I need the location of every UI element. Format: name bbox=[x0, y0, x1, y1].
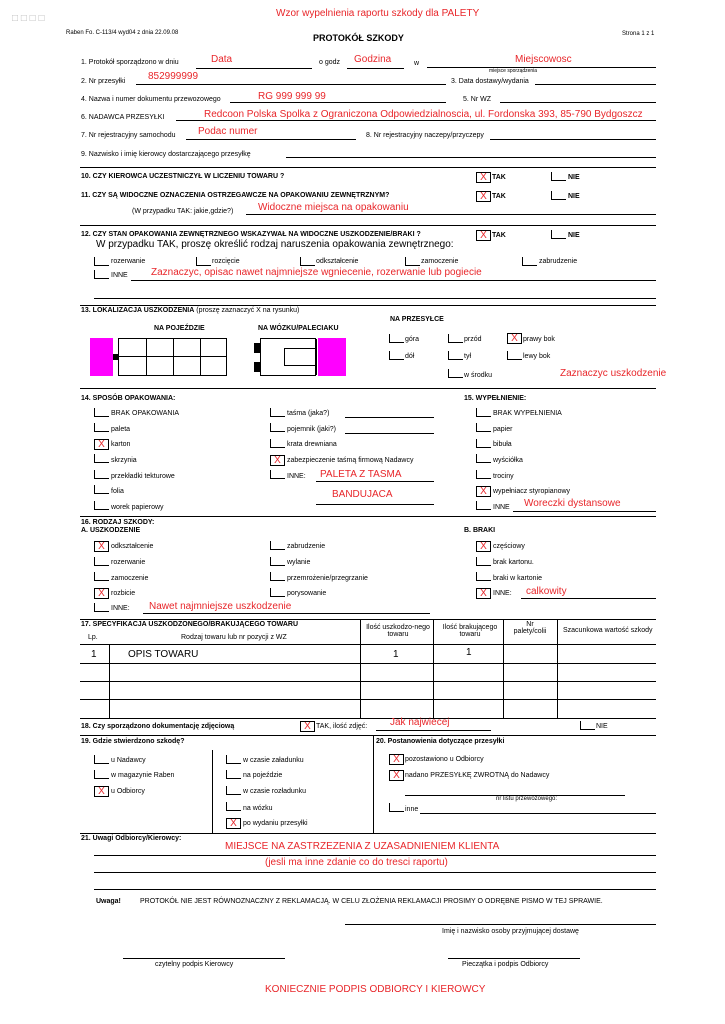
q15-wysciolka-checkbox[interactable] bbox=[476, 454, 491, 463]
q14-pojemnik-checkbox[interactable] bbox=[270, 423, 285, 432]
q17-h-lp: Lp. bbox=[88, 634, 98, 641]
q13-dol-label: dół bbox=[405, 353, 415, 360]
q17-row-lp[interactable]: 1 bbox=[91, 649, 97, 660]
field-5-label: 5. Nr WZ bbox=[463, 96, 491, 103]
q19-r-3: na wózku bbox=[243, 805, 273, 812]
page-number: Strona 1 z 1 bbox=[622, 31, 655, 37]
q16-b-0: częściowy bbox=[493, 543, 525, 550]
q18-nie-label: NIE bbox=[596, 723, 608, 730]
q15-trociny-checkbox[interactable] bbox=[476, 470, 491, 479]
q10-tak-checkbox[interactable]: X bbox=[476, 172, 491, 183]
q15-o-3: wyściółka bbox=[493, 457, 523, 464]
field-2-label: 2. Nr przesyłki bbox=[81, 78, 126, 85]
q13-col-vehicle: NA POJEŹDZIE bbox=[154, 325, 205, 332]
q12-odksztalcenie-checkbox[interactable] bbox=[300, 257, 315, 266]
q20-hint: nr listu przewozowego: bbox=[496, 796, 558, 802]
q16-a-4: INNE: bbox=[111, 605, 130, 612]
q13-col-forklift: NA WÓZKU/PALECIAKU bbox=[258, 325, 339, 332]
q11-tak-label: TAK bbox=[492, 193, 506, 200]
q16-a-answer[interactable]: Nawet najmniejsze uszkodzenie bbox=[149, 601, 292, 612]
q15-o-5: wypełniacz styropianowy bbox=[493, 488, 571, 495]
template-title: Wzor wypelnienia raportu szkody dla PALETY bbox=[276, 8, 480, 19]
q14-inne-checkbox[interactable] bbox=[270, 470, 285, 479]
q16-a-1: rozerwanie bbox=[111, 559, 146, 566]
q12-rozciecie-label: rozcięcie bbox=[212, 258, 240, 265]
q19-magazyn-checkbox[interactable] bbox=[94, 770, 109, 779]
q14-l-3: skrzynia bbox=[111, 457, 137, 464]
q20-o-0: pozostawiono u Odbiorcy bbox=[405, 756, 484, 763]
q16-braki-w-kartonie-checkbox[interactable] bbox=[476, 572, 491, 581]
q10-label: 10. CZY KIEROWCA UCZESTNICZYŁ W LICZENIU TOWARU ? bbox=[81, 173, 285, 180]
field-1-date[interactable]: Data bbox=[211, 54, 233, 65]
field-1-time[interactable]: Godzina bbox=[354, 54, 392, 65]
q15-label: 15. WYPEŁNIENIE: bbox=[464, 395, 527, 402]
q14-label: 14. SPOSÓB OPAKOWANIA: bbox=[81, 395, 176, 402]
q16-b-3: INNE: bbox=[493, 590, 512, 597]
q20-o-1: nadano PRZESYŁKĘ ZWROTNĄ do Nadawcy bbox=[405, 772, 550, 779]
q14-answer-2[interactable]: BANDUJACA bbox=[332, 489, 393, 500]
q20-pozostawiono-checkbox[interactable]: X bbox=[389, 754, 404, 765]
q15-answer[interactable]: Woreczki dystansowe bbox=[524, 498, 621, 509]
q12-answer[interactable]: Zaznaczyc, opisac nawet najmniejsze wgniecenie, rozerwanie lub pogiecie bbox=[151, 267, 482, 278]
field-1-godz-label: o godz bbox=[319, 59, 341, 66]
q19-rozladunek-checkbox[interactable] bbox=[226, 786, 241, 795]
q14-brak-checkbox[interactable] bbox=[94, 408, 109, 417]
q19-r-0: w czasie załadunku bbox=[243, 757, 304, 764]
field-6-value[interactable]: Redcoon Polska Spolka z Ograniczona Odpowiedzialnoscia, ul. Fordonska 393, 85-790 Bydgoszcz bbox=[204, 109, 643, 120]
q15-bibula-checkbox[interactable] bbox=[476, 439, 491, 448]
q19-l-1: w magazynie Raben bbox=[111, 772, 175, 779]
field-9-label: 9. Nazwisko i imię kierowcy dostarczającego przesyłkę bbox=[81, 151, 251, 158]
q13-tyl-label: tył bbox=[464, 353, 471, 360]
footer-uwaga: Uwaga! bbox=[96, 898, 121, 905]
q13-przod-checkbox[interactable] bbox=[448, 334, 463, 343]
q14-zabezpieczenie-checkbox[interactable]: X bbox=[270, 455, 285, 466]
q20-o-2: inne bbox=[405, 806, 419, 813]
q14-l-2: karton bbox=[111, 441, 131, 448]
q14-skrzynia-checkbox[interactable] bbox=[94, 454, 109, 463]
q13-w-srodku-label: w środku bbox=[464, 372, 493, 379]
q16-a-3: rozbicie bbox=[111, 590, 136, 597]
q12-zamoczenie-label: zamoczenie bbox=[421, 258, 459, 265]
q10-tak-label: TAK bbox=[492, 174, 506, 181]
q13-przod-label: przód bbox=[464, 336, 482, 343]
q11-tak-checkbox[interactable]: X bbox=[476, 191, 491, 202]
final-note: KONIECZNIE PODPIS ODBIORCY I KIEROWCY bbox=[265, 984, 486, 995]
q12-inne-label: INNE bbox=[111, 272, 128, 279]
q21-line-2[interactable]: (jesli ma inne zdanie co do tresci raportu) bbox=[265, 857, 448, 868]
q14-l-6: worek papierowy bbox=[111, 504, 164, 511]
q14-r-2: krata drewniana bbox=[287, 441, 337, 448]
q13-prawy-bok-checkbox[interactable]: X bbox=[507, 333, 522, 344]
q16-zamoczenie-checkbox[interactable] bbox=[94, 572, 109, 581]
q13-label: 13. LOKALIZACJA USZKODZENIA (proszę zaznaczyć X na rysunku) bbox=[81, 307, 300, 314]
q16-odksztalcenie-checkbox[interactable]: X bbox=[94, 541, 109, 552]
q12-rozciecie-checkbox[interactable] bbox=[196, 257, 211, 266]
q16-a2-1: wylanie bbox=[287, 559, 311, 566]
form-code: Raben Fo. C-113/4 wyd04 z dnia 22.09.08 bbox=[66, 30, 179, 36]
q11-answer[interactable]: Widoczne miejsca na opakowaniu bbox=[258, 202, 409, 213]
field-4-value[interactable]: RG 999 999 99 bbox=[258, 91, 326, 102]
field-6-label: 6. NADAWCA PRZESYŁKI bbox=[81, 114, 165, 121]
q17-h-val: Szacunkowa wartość szkody bbox=[563, 627, 653, 634]
q19-r-4: po wydaniu przesyłki bbox=[243, 820, 308, 827]
q15-papier-checkbox[interactable] bbox=[476, 423, 491, 432]
receiver-stamp-caption: Pieczątka i podpis Odbiorcy bbox=[462, 961, 549, 968]
q17-row-dmg[interactable]: 1 bbox=[393, 649, 399, 660]
q14-folia-checkbox[interactable] bbox=[94, 485, 109, 494]
q13-prawy-bok-label: prawy bok bbox=[523, 336, 555, 343]
q17-row-name[interactable]: OPIS TOWARU bbox=[128, 649, 199, 660]
q20-label: 20. Postanowienia dotyczące przesyłki bbox=[376, 738, 505, 745]
q14-l-0: BRAK OPAKOWANIA bbox=[111, 410, 180, 417]
q16-brak-kartonu-checkbox[interactable] bbox=[476, 557, 491, 566]
q13-dol-checkbox[interactable] bbox=[389, 351, 404, 360]
vehicle-diagram[interactable] bbox=[90, 338, 228, 376]
q16-b-2: braki w kartonie bbox=[493, 575, 543, 582]
q12-zabrudzenie-label: zabrudzenie bbox=[539, 258, 578, 265]
q15-o-4: trociny bbox=[493, 473, 514, 480]
q13-gora-label: góra bbox=[405, 336, 420, 343]
driver-signature-caption: czytelny podpis Kierowcy bbox=[155, 961, 234, 968]
receiver-name-caption: Imię i nazwisko osoby przyjmującej dostawę bbox=[442, 928, 579, 935]
q11-nie-label: NIE bbox=[568, 193, 580, 200]
q12-sub: W przypadku TAK, proszę określić rodzaj naruszenia opakowania zewnętrznego: bbox=[96, 239, 454, 250]
q19-pojazd-checkbox[interactable] bbox=[226, 770, 241, 779]
q12-odksztalcenie-label: odkształcenie bbox=[316, 258, 359, 265]
q20-inne-checkbox[interactable] bbox=[389, 803, 404, 812]
q13-col-shipment: NA PRZESYŁCE bbox=[390, 316, 444, 323]
q17-h-dmg: Ilość uszkodzo-nego towaru bbox=[366, 624, 430, 638]
q14-answer-1[interactable]: PALETA Z TASMA bbox=[320, 469, 402, 480]
q16-a-label: A. USZKODZENIE bbox=[81, 527, 141, 534]
q11-label: 11. CZY SĄ WIDOCZNE OZNACZENIA OSTRZEGAWCZE NA OPAKOWANIU ZEWNĘTRZNYM? bbox=[81, 192, 390, 199]
q16-b-1: brak kartonu. bbox=[493, 559, 534, 566]
q12-tak-label: TAK bbox=[492, 232, 506, 239]
q17-h-nr: Nr palety/colii bbox=[513, 621, 547, 635]
q16-czesciowy-checkbox[interactable]: X bbox=[476, 541, 491, 552]
q15-inne-checkbox[interactable] bbox=[476, 501, 491, 510]
q18-label: 18. Czy sporządzono dokumentację zdjęciową bbox=[81, 723, 235, 730]
q14-r-0: taśma (jaka?) bbox=[287, 410, 330, 417]
q10-nie-label: NIE bbox=[568, 174, 580, 181]
q12-rozerwanie-checkbox[interactable] bbox=[94, 257, 109, 266]
q15-o-1: papier bbox=[493, 426, 513, 433]
q13-tyl-checkbox[interactable] bbox=[448, 351, 463, 360]
field-1-label: 1. Protokół sporządzono w dniu bbox=[81, 59, 179, 66]
q17-h-miss: Ilość brakującego towaru bbox=[442, 624, 498, 638]
field-3-label: 3. Data dostawy/wydania bbox=[451, 78, 529, 85]
q17-row-miss[interactable]: 1 bbox=[466, 647, 472, 658]
q19-nadawca-checkbox[interactable] bbox=[94, 755, 109, 764]
q12-tak-checkbox[interactable]: X bbox=[476, 230, 491, 241]
q12-rozerwanie-label: rozerwanie bbox=[111, 258, 146, 265]
q14-l-1: paleta bbox=[111, 426, 131, 433]
q16-a-0: odkształcenie bbox=[111, 543, 154, 550]
q14-l-4: przekładki tekturowe bbox=[111, 473, 175, 480]
q20-zwrot-checkbox[interactable]: X bbox=[389, 770, 404, 781]
q19-wozek-checkbox[interactable] bbox=[226, 802, 241, 811]
q14-przekladki-checkbox[interactable] bbox=[94, 470, 109, 479]
q15-o-2: bibuła bbox=[493, 441, 512, 448]
q16-rozbicie-checkbox[interactable]: X bbox=[94, 588, 109, 599]
field-7-value[interactable]: Podac numer bbox=[198, 126, 258, 137]
q15-styropian-checkbox[interactable]: X bbox=[476, 486, 491, 497]
field-1-w-label: w bbox=[414, 60, 420, 67]
q14-worek-checkbox[interactable] bbox=[94, 501, 109, 510]
q19-zaladunek-checkbox[interactable] bbox=[226, 755, 241, 764]
q18-tak-label: TAK, ilość zdjęć: bbox=[316, 723, 368, 730]
q14-r-4: INNE: bbox=[287, 473, 306, 480]
q16-b-answer[interactable]: calkowity bbox=[526, 586, 567, 597]
field-1-place-hint: miejsce sporządzenia bbox=[489, 68, 538, 74]
q14-r-1: pojemnik (jaki?) bbox=[287, 426, 337, 433]
page-title: PROTOKÓŁ SZKODY bbox=[313, 33, 404, 43]
q15-o-0: BRAK WYPEŁNIENIA bbox=[493, 410, 562, 417]
q13-w-srodku-checkbox[interactable] bbox=[448, 369, 463, 378]
q18-answer[interactable]: Jak najwiecej bbox=[390, 717, 450, 728]
q16-rozerwanie-checkbox[interactable] bbox=[94, 557, 109, 566]
q19-odbiorca-checkbox[interactable]: X bbox=[94, 786, 109, 797]
q16-zabrudzenie-checkbox[interactable] bbox=[270, 541, 285, 550]
q16-a-2: zamoczenie bbox=[111, 575, 149, 582]
q14-tasma-checkbox[interactable] bbox=[270, 408, 285, 417]
q14-r-3: zabezpieczenie taśmą firmową Nadawcy bbox=[287, 457, 414, 464]
q12-zabrudzenie-checkbox[interactable] bbox=[522, 257, 537, 266]
q11-nie-checkbox[interactable] bbox=[551, 191, 566, 200]
q12-label: 12. CZY STAN OPAKOWANIA ZEWNĘTRZNEGO WSKAZYWAŁ NA WIDOCZNE USZKODZENIE/BRAKI ? bbox=[81, 231, 421, 238]
q14-l-5: folia bbox=[111, 488, 124, 495]
field-1-place[interactable]: Miejscowosc bbox=[515, 54, 572, 65]
q16-b-inne-checkbox[interactable]: X bbox=[476, 588, 491, 599]
q16-inne-checkbox[interactable] bbox=[94, 603, 109, 612]
q13-answer[interactable]: Zaznaczyc uszkodzenie bbox=[560, 368, 667, 379]
q16-a2-2: przemrożenie/przegrzanie bbox=[287, 575, 368, 582]
q17-label: 17. SPECYFIKACJA USZKODZONEGO/BRAKUJĄCEGO TOWARU bbox=[81, 621, 299, 628]
q16-b-label: B. BRAKI bbox=[464, 527, 496, 534]
q10-nie-checkbox[interactable] bbox=[551, 172, 566, 181]
q19-r-1: na pojeździe bbox=[243, 772, 283, 779]
q11-sub: (W przypadku TAK: jakie,gdzie?) bbox=[132, 208, 234, 215]
field-4-label: 4. Nazwa i numer dokumentu przewozowego bbox=[81, 96, 221, 103]
q13-lewy-bok-checkbox[interactable] bbox=[507, 351, 522, 360]
q14-karton-checkbox[interactable]: X bbox=[94, 439, 109, 450]
q12-inne-checkbox[interactable] bbox=[94, 270, 109, 279]
q13-lewy-bok-label: lewy bok bbox=[523, 353, 551, 360]
q12-nie-label: NIE bbox=[568, 232, 580, 239]
q16-wylanie-checkbox[interactable] bbox=[270, 557, 285, 566]
q16-label: 16. RODZAJ SZKODY: bbox=[81, 519, 155, 526]
q13-gora-checkbox[interactable] bbox=[389, 334, 404, 343]
q14-paleta-checkbox[interactable] bbox=[94, 423, 109, 432]
corner-marks: □ □ □ □ bbox=[12, 13, 45, 24]
q17-h-name: Rodzaj towaru lub nr pozycji z WZ bbox=[181, 634, 287, 641]
q21-label: 21. Uwagi Odbiorcy/Kierowcy: bbox=[81, 835, 182, 842]
q12-nie-checkbox[interactable] bbox=[551, 230, 566, 239]
q19-l-0: u Nadawcy bbox=[111, 757, 146, 764]
q19-l-2: u Odbiorcy bbox=[111, 788, 145, 795]
footer-note: PROTOKÓŁ NIE JEST RÓWNOZNACZNY Z REKLAMACJĄ. W CELU ZŁOŻENIA REKLAMACJI PROSIMY O ODRĘBNE PISMO W TEJ SPRAWIE. bbox=[140, 898, 603, 905]
field-8-label: 8. Nr rejestracyjny naczepy/przyczepy bbox=[366, 132, 484, 139]
q18-nie-checkbox[interactable] bbox=[580, 721, 595, 730]
q16-a2-3: porysowanie bbox=[287, 590, 327, 597]
q12-zamoczenie-checkbox[interactable] bbox=[405, 257, 420, 266]
q15-o-6: INNE bbox=[493, 504, 510, 511]
q18-tak-checkbox[interactable]: X bbox=[300, 721, 315, 732]
field-7-label: 7. Nr rejestracyjny samochodu bbox=[81, 132, 176, 139]
forklift-diagram[interactable] bbox=[254, 338, 348, 376]
q19-po-wydaniu-checkbox[interactable]: X bbox=[226, 818, 241, 829]
q15-brak-checkbox[interactable] bbox=[476, 408, 491, 417]
q16-porysowanie-checkbox[interactable] bbox=[270, 588, 285, 597]
q16-przemrozenie-checkbox[interactable] bbox=[270, 572, 285, 581]
q21-line-1[interactable]: MIEJSCE NA ZASTRZEZENIA Z UZASADNIENIEM KLIENTA bbox=[225, 841, 500, 852]
q14-krata-checkbox[interactable] bbox=[270, 439, 285, 448]
q19-label: 19. Gdzie stwierdzono szkodę? bbox=[81, 738, 185, 745]
field-2-value[interactable]: 852999999 bbox=[148, 71, 199, 82]
q16-a2-0: zabrudzenie bbox=[287, 543, 326, 550]
q19-r-2: w czasie rozładunku bbox=[243, 788, 307, 795]
